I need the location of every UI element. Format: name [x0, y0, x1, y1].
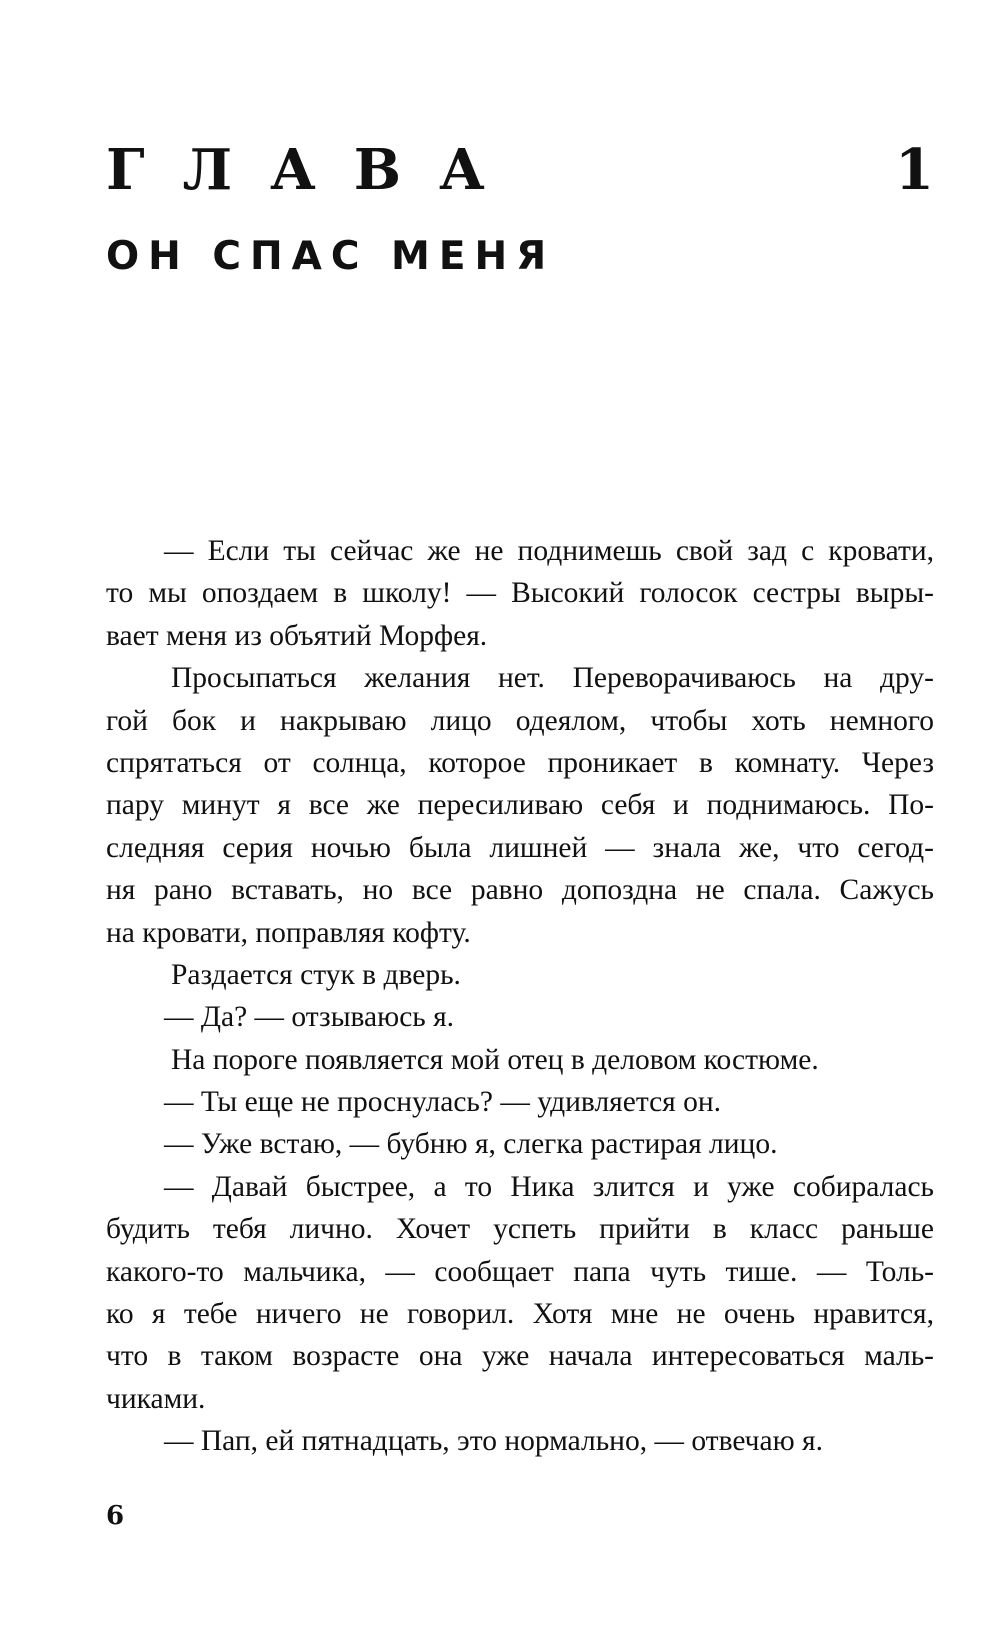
text-line: ня рано вставать, но все равно допоздна не спала. Сажусь: [106, 874, 934, 907]
text-line: гой бок и накрываю лицо одеялом, чтобы хоть немного: [106, 704, 934, 737]
text-line: — Давай быстрее, а то Ника злится и уже собиралась: [164, 1170, 934, 1203]
chapter-number: 1: [895, 137, 934, 203]
text-line: На пороге появляется мой отец в деловом костюме.: [171, 1043, 819, 1076]
text-line: на кровати, поправляя кофту.: [106, 916, 471, 949]
text-line: чиками.: [106, 1382, 206, 1415]
text-line: что в таком возрасте она уже начала интересоваться маль-: [106, 1340, 934, 1373]
text-line: — Если ты сейчас же не поднимешь свой зад с кровати,: [164, 535, 934, 567]
text-line: пару минут я все же пересиливаю себя и поднимаюсь. По-: [106, 789, 934, 822]
body-text: [106, 530, 934, 1463]
text-line: какого-то мальчика, — сообщает папа чуть тише. — Толь-: [106, 1255, 934, 1288]
text-line: следняя серия ночью была лишней — знала же, что сегод-: [106, 831, 934, 864]
text-line: будить тебя лично. Хочет успеть прийти в класс раньше: [106, 1213, 934, 1246]
text-line: — Да? — отзываюсь я.: [164, 1001, 455, 1034]
text-line: Просыпаться желания нет. Переворачиваюсь на дру-: [171, 662, 934, 695]
chapter-heading: [106, 137, 934, 203]
text-line: то мы опоздаем в школу! — Высокий голосок сестры выры-: [106, 577, 934, 610]
text-line: ко я тебе ничего не говорил. Хотя мне не очень нравится,: [106, 1298, 934, 1331]
text-line: — Пап, ей пятнадцать, это нормально, — отвечаю я.: [164, 1425, 823, 1458]
text-line: — Уже встаю, — бубню я, слегка растирая лицо.: [164, 1128, 778, 1161]
chapter-title: ОН СПАС МЕНЯ: [106, 234, 556, 279]
text-line: Раздается стук в дверь.: [171, 958, 461, 991]
text-line: спрятаться от солнца, которое проникает в комнату. Через: [106, 746, 934, 779]
page-number: 6: [106, 1501, 125, 1531]
text-line: вает меня из объятий Морфея.: [106, 619, 488, 652]
text-line: — Ты еще не проснулась? — удивляется он.: [164, 1086, 722, 1119]
chapter-label: ГЛАВА: [106, 137, 523, 203]
